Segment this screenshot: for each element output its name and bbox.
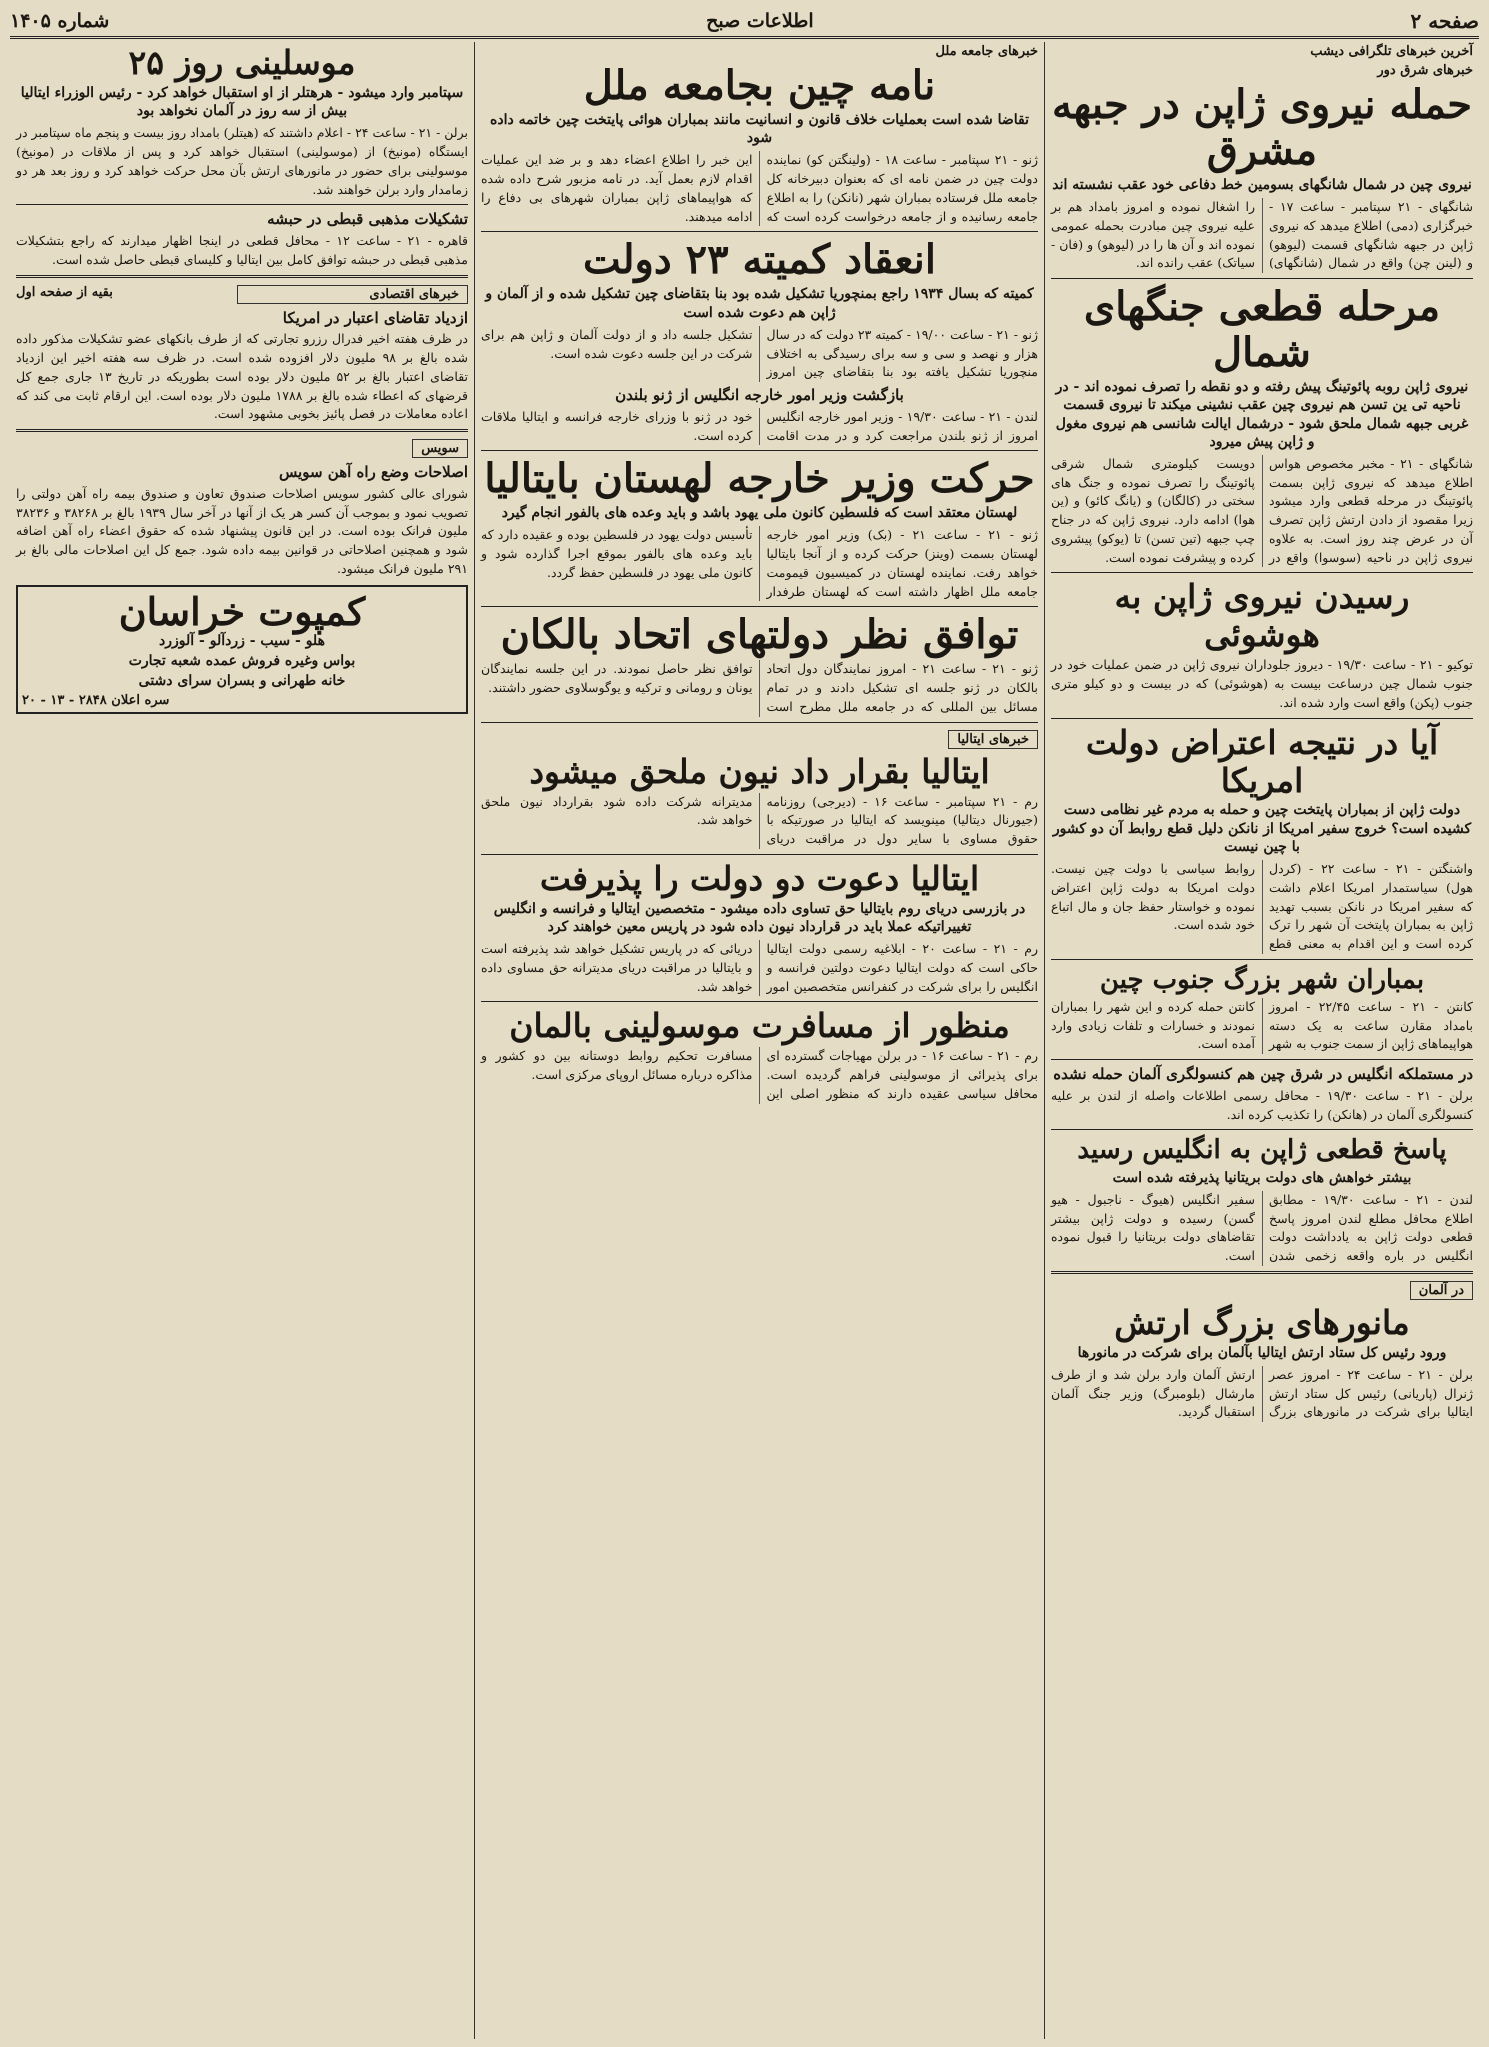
article-body: برلن - ۲۱ - ساعت ۲۴ - امروز عصر ژنرال (پاریانی) رئیس کل ستاد ارتش ایتالیا برای شرکت در مانورهای بزرگ ارتش آلمان وارد برلن شد و از طرف مارشال (بلومبرگ) وزیر جنگ آلمان استقبال گردید. — [1051, 1366, 1473, 1420]
article-japan-reply — [1051, 1135, 1473, 1265]
divider — [16, 275, 468, 278]
headline: مرحله قطعی جنگهای شمال — [1083, 283, 1441, 377]
article-body: ژنو - ۲۱ - ساعت ۱۹/۰۰ - کمیته ۲۳ دولت که در سال هزار و نهصد و سی و سه برای رسیدگی به اختلاف منچوریا تشکیل یافته بود بنا بتقاضای چین امروز تشکیل جلسه داد و از دولت آلمان و ژاپن هم برای شرکت در این جلسه دعوت شده است. — [481, 326, 1038, 380]
column-middle — [474, 42, 1044, 2039]
divider — [16, 204, 468, 205]
subsection-label: خبرهای شرق دور — [1377, 63, 1473, 78]
headline: آیا در نتیجه اعتراض دولت امریکا — [1085, 722, 1439, 800]
article-italy-accepts — [481, 860, 1038, 997]
headline: اصلاحات وضع راه آهن سویس — [278, 463, 468, 482]
headline: ایتالیا دعوت دو دولت را پذیرفت — [539, 858, 980, 898]
continued-label: بقیه از صفحه اول — [16, 284, 113, 300]
divider — [1051, 278, 1473, 279]
article-body: ژنو - ۲۱ - ساعت ۲۱ - (بک) وزیر امور خارجه لهستان بسمت (وینز) حرکت کرده و از آنجا بایتالیا خواهد رفت. نماینده لهستان در کمیسیون قیمومت جامعه ملل اظهار داشته است که لهستان طرفدار تأسیس دولت یهود در فلسطین بوده و عقیده دارد که باید وعده های بالفور بموقع اجرا گذارده شود و کانون ملی یهود در فلسطین حفظ گردد. — [481, 527, 1038, 599]
article-japan-reach — [1051, 578, 1473, 712]
divider — [481, 450, 1038, 451]
article-body: لندن - ۲۱ - ساعت ۱۹/۳۰ - مطابق اطلاع محافل مطلع لندن امروز پاسخ قطعی دولت ژاپن به یادداشت دولت انگلیس در باره واقعه زخمی شدن سفیر انگلیس (هیوگ - ناجبول - هیو گسن) رسیده و دولت ژاپن بیشتر تقاضاهای دولت بریتانیا را قبول نموده است. — [1051, 1191, 1473, 1264]
divider — [481, 722, 1038, 723]
article-italy-nyon — [481, 728, 1038, 849]
article-body: رم - ۲۱ - ساعت ۲۰ - ابلاغیه رسمی دولت ایتالیا حاکی است که دولت ایتالیا دعوت دولتین فرانسه و انگلیس را برای شرکت در کنفرانس متخصصین امور دریائی که در پاریس تشکیل خواهد شد پذیرفته است و بایتالیا در مراقبت دریای مدیترانه حق مساوی داده خواهد شد. — [481, 941, 1038, 994]
divider — [481, 606, 1038, 607]
issue-number: شماره ۱۴۰۵ — [10, 10, 110, 32]
column-left — [10, 42, 474, 2039]
ad-footer: سره اعلان ۲۸۴۸ - ۱۳ - ۲۰ — [22, 693, 170, 709]
headline: انعقاد کمیته ۲۳ دولت — [583, 236, 936, 284]
article-body: کانتن - ۲۱ - ساعت ۲۲/۴۵ - امروز بامداد مقارن ساعت به یک دسته هواپیماهای ژاپن از سمت جنوب به شهر کانتن حمله کرده و این شهر را بمباران نمودند و خسارات و تلفات زیادی وارد آمده است. — [1051, 998, 1473, 1052]
divider — [1051, 572, 1473, 573]
subheadline: لهستان معتقد است که فلسطین کانون ملی یهود باشد و باید وعده های بالفور انجام گیرد — [501, 505, 1018, 522]
ad-title: کمپوت خراسان — [118, 588, 366, 634]
newspaper-name: اطلاعات صبح — [706, 10, 814, 32]
subheadline: بیشتر خواهش های دولت بریتانیا پذیرفته شده است — [1112, 1169, 1412, 1186]
divider — [481, 854, 1038, 855]
ad-products: هلو - سیب - زردآلو - آلوزرد — [159, 633, 325, 650]
article-body: لندن - ۲۱ - ساعت ۱۹/۳۰ - وزیر امور خارجه انگلیس امروز از ژنو بلندن مراجعت کرد و در مدت اقامت خود در ژنو با وزرای خارجه فرانسه و ایتالیا ملاقات کرده است. — [481, 408, 1038, 443]
divider — [1051, 1271, 1473, 1274]
article-body: ژنو - ۲۱ سپتامبر - ساعت ۱۸ - (ولینگتن کو) نماینده دولت چین در ضمن نامه ای که بعنوان دبیرخانه کل جامعه ملل فرستاده بمباران شهر (نانکن) را به اطلاع جامعه رسانیده و از جامعه درخواست کرده است که این خبر را اطلاع اعضاء دهد و بر ضد این عملیات اقدام لازم بعمل آید. در نامه مزبور شرح داده شده که هواپیماهای ژاپن بمباران شهرهای بی دفاع را ادامه میدهند. — [481, 152, 1038, 224]
subheadline: کمیته که بسال ۱۹۳۴ راجع بمنچوریا تشکیل شده بود بنا بتقاضای چین تشکیل شده و از آلمان و ژاپن هم دعوت شده است — [485, 286, 1034, 321]
article-committee-23 — [481, 237, 1038, 445]
subheadline: تقاضا شده است بعملیات خلاف قانون و انسانیت مانند بمباران هوائی پایتخت چین خاتمه داده شود — [490, 112, 1029, 147]
headline: نامه چین بجامعه ملل — [583, 62, 936, 109]
article-body: واشنگتن - ۲۱ - ساعت ۲۲ - (کردل هول) سیاستمدار امریکا اعلام داشت که سفیر امریکا در نانکن بسبب تهدید ژاپن به بمباران پایتخت آن شهر را ترک کرده است و این اقدام به معنی قطع روابط سیاسی با دولت چین نیست. دولت امریکا به دولت ژاپن اعتراض نموده و خواستار حفظ جان و مال اتباع خود شده است. — [1051, 861, 1473, 951]
headline: در مستملکه انگلیس در شرق چین هم کنسولگری آلمان حمله نشده — [1053, 1065, 1473, 1084]
column-right — [1044, 42, 1479, 2039]
article-body: توکیو - ۲۱ - ساعت ۱۹/۳۰ - دیروز جلوداران نیروی ژاپن در ضمن عملیات خود در جنوب شمال چین درساعت بیست به (هوشوئی) که در بیست و دو کیلو متری جنوب (پکن) واقع است وارد شده اند. — [1051, 657, 1473, 710]
headline: حمله نیروی ژاپن در جبهه مشرق — [1052, 81, 1472, 174]
section-label: خبرهای جامعه ملل — [935, 44, 1038, 59]
article-body: برلن - ۲۱ - ساعت ۲۴ - اعلام داشتند که (هیتلر) بامداد روز بیست و پنجم ماه سپتامبر در ایستگاه (مونیخ) از (موسولینی) استقبال خواهد کرد و پس از ملاقات در (مونیخ) موسولینی برای حضور در مانورهای ارتش بآن محل حرکت خواهد کرد و روز بعد هر دو زمامدار وارد برلن خواهند شد. — [15, 125, 468, 197]
article-body: قاهره - ۲۱ - ساعت ۱۲ - محافل قطعی در اینجا اظهار میدارند که راجع بتشکیلات مذهبی قبطی در حبشه توافق کامل بین ایتالیا و کلیسای قبطی حاصل شده است. — [16, 233, 468, 267]
article-german-consulate — [1051, 1065, 1473, 1124]
article-body: رم - ۲۱ - ساعت ۱۶ - در برلن مهیاجات گسترده ای برای پذیرائی از موسولینی فراهم گردیده است. محافل سیاسی عقیده دارند که منظور اصلی این مسافرت تحکیم روابط دوستانه بین دو کشور و مذاکره درباره مسائل اروپای مرکزی است. — [481, 1048, 1038, 1101]
subheadline: سپتامبر وارد میشود - هرهتلر از او استقبال خواهد کرد - رئیس الوزراء ایتالیا بیش از سه روز در آلمان نخواهد بود — [20, 84, 464, 120]
article-bombing-south-china — [1051, 965, 1473, 1054]
headline: بازگشت وزیر امور خارجه انگلیس از ژنو بلندن — [615, 386, 904, 404]
section-label: خبرهای اقتصادی — [237, 285, 468, 304]
article-north-war — [1051, 284, 1473, 567]
headline: ایتالیا بقرار داد نیون ملحق میشود — [529, 751, 990, 791]
article-japan-east-front — [1051, 82, 1473, 273]
subheadline: نیروی چین در شمال شانگهای بسومین خط دفاعی خود عقب نشسته اند — [1052, 177, 1472, 193]
article-economy — [16, 283, 468, 425]
article-body: رم - ۲۱ سپتامبر - ساعت ۱۶ - (دیرجی) روزنامه (جیورنال دیتالیا) مینویسد که ایتالیا در صورتیکه با حقوق مساوی با سایر دول در مراقبت دریای مدیترانه شرکت داده شود بقرارداد نیون ملحق خواهد شد. — [481, 793, 1039, 847]
advertisement-box — [16, 585, 468, 715]
masthead — [10, 6, 1479, 39]
article-china-league — [481, 63, 1038, 226]
divider — [481, 231, 1038, 232]
headline: رسیدن نیروی ژاپن به هوشوئی — [1114, 577, 1410, 655]
ad-line: بواس وغیره فروش عمده شعبه تجارت — [128, 652, 356, 669]
article-body: برلن - ۲۱ - ساعت ۱۹/۳۰ - محافل رسمی اطلاعات واصله از لندن بر علیه کنسولگری آلمان در (هانکن) را تکذیب کرده اند. — [1051, 1087, 1473, 1122]
section-label: آخرین خبرهای تلگرافی دیشب — [1310, 44, 1473, 59]
section-label: سویس — [412, 439, 468, 458]
article-body: شورای عالی کشور سویس اصلاحات صندوق تعاون و صندوق بیمه راه آهن دولتی را تصویب نمود و بموجب آن کسر هر یک از آنها در آخر سال ۱۹۳۹ بالغ بر ۳۸۲۶۸ و ۳۸۲۳۶ ملیون فرانک بوده است. در این قانون پیشنهاد شده که حقوق اعضاء راه آهن اضافه شود و همچنین اصلاحاتی در قوانین بیمه داده شود. جمع کل این اصلاحات مالی بالغ بر ۲۹۱ ملیون فرانک میشود. — [16, 485, 469, 576]
page-number: صفحه ۲ — [1410, 9, 1479, 33]
article-body: شانگهای - ۲۱ سپتامبر - ساعت ۱۷ - خبرگزاری (دمی) اطلاع میدهد که نیروی ژاپن در جبهه شانگهای قسمت (لیوهو) و (لینن چن) واقع در شمال (شانگهای) را اشغال نموده و امروز بامداد هم بر علیه نیروی چین مبادرت بحمله عمومی نموده اند و آن ها را در (لیوهو) و (فان - سیاتک) عقب رانده اند. — [1051, 199, 1473, 271]
headline: تشکیلات مذهبی قبطی در حبشه — [267, 210, 468, 229]
headline: منظور از مسافرت موسولینی بالمان — [509, 1006, 1010, 1046]
divider — [1051, 959, 1473, 960]
article-us-protest — [1051, 724, 1473, 954]
divider — [481, 1001, 1038, 1002]
divider — [1051, 1059, 1473, 1060]
article-mussolini-trip — [481, 1007, 1038, 1103]
headline: ازدیاد تقاضای اعتبار در امریکا — [282, 308, 468, 327]
divider — [16, 429, 468, 432]
article-poland-italy — [481, 456, 1038, 601]
section-label: خبرهای ایتالیا — [948, 730, 1038, 749]
article-body: در ظرف هفته اخیر فدرال رزرو تجارتی که از طرف بانکهای عضو تشکیلات مذکور داده شده بالغ بر ۹۸ ملیون دلار افزوده شده است. در ظرف سه هفته اخیر این ازدیاد تقاضای اعتبار بالغ بر ۵۲ ملیون دلار بوده است بطوریکه در تاریخ ۱۳ جاری جمع کل قرضهای که اعطاء شده بالغ بر ۱۷۸۸ ملیون دلار بوده است. این ارقام ثابت می کند که اعاده معاملات در فصل پائیز بخوبی مشهود است. — [16, 331, 469, 422]
article-body: ژنو - ۲۱ - ساعت ۲۱ - امروز نمایندگان دول اتحاد بالکان در ژنو جلسه ای تشکیل دادند و در تمام مسائل بین المللی که در جامعه ملل مطرح است توافق نظر حاصل نمودند. در این جلسه نمایندگان یونان و رومانی و ترکیه و یوگوسلاوی حضور داشتند. — [481, 661, 1038, 714]
article-body: شانگهای - ۲۱ - مخبر مخصوص هواس اطلاع میدهد که نیروی ژاپن بسمت پائوتینگ در مرحله قطعی وارد میشود زیرا مقصود از دادن ارتش ژاپن تصرف آن در عرض چند روز است. به علاوه نیروی ژاپن در ناحیه (سوسوا) واقع در دویست کیلومتری شمال شرقی پائوتینگ را تصرف نموده و جنگ های سختی در (کالگان) و (یانگ کائو) و (ین هوا) ادامه دارد. نیروی ژاپن که در جناح چپ جبهه (تین تسن) تا (یوکو) پیشروی کرده و پیشرفت نموده است. — [1051, 455, 1473, 565]
subheadline: ورود رئیس کل ستاد ارتش ایتالیا بآلمان برای شرکت در مانورها — [1077, 1344, 1447, 1361]
article-mussolini-25 — [16, 44, 468, 199]
headline: موسلینی روز ۲۵ — [128, 43, 356, 82]
columns — [10, 42, 1479, 2039]
headline: حرکت وزیر خارجه لهستان بایتالیا — [484, 455, 1035, 503]
article-balkan — [481, 612, 1038, 716]
subheadline: دولت ژاپن از بمباران پایتخت چین و حمله به مردم غیر نظامی دست کشیده است؟ خروج سفیر امریکا از نانکن دلیل قطع روابط آن دو کشور با چین نیست — [1052, 802, 1472, 855]
section-label: در آلمان — [1410, 1281, 1473, 1300]
divider — [1051, 718, 1473, 719]
ad-address: خانه طهرانی و بسران سرای دشتی — [138, 672, 346, 689]
headline: پاسخ قطعی ژاپن به انگلیس رسید — [1077, 1135, 1447, 1166]
headline: مانورهای بزرگ ارتش — [1114, 1302, 1410, 1342]
subheadline: در بازرسی دریای روم بایتالیا حق تساوی داده میشود - متخصصین ایتالیا و فرانسه و انگلیس تغییراتیکه عملا باید در قرارداد نیون داده شود در پاریس معین خواهند کرد — [493, 900, 1026, 935]
headline: توافق نظر دولتهای اتحاد بالکان — [500, 611, 1019, 659]
section-header — [16, 283, 468, 306]
subheadline: نیروی ژاپن روبه پائوتینگ پیش رفته و دو نقطه را تصرف نموده اند - در ناحیه تی ین تسن هم نیروی چین عقب نشینی میکند تا نیروی قسمت غربی جبهه شمال ملحق شود - درشمال ایالت شانسی هم نیروی مغول و ژاپن پیش میرود — [1055, 379, 1469, 450]
headline: بمباران شهر بزرگ جنوب چین — [1099, 964, 1425, 995]
divider — [1051, 1129, 1473, 1130]
article-coptic — [16, 210, 468, 269]
article-swiss — [16, 437, 468, 579]
article-army-maneuvers — [1051, 1279, 1473, 1422]
